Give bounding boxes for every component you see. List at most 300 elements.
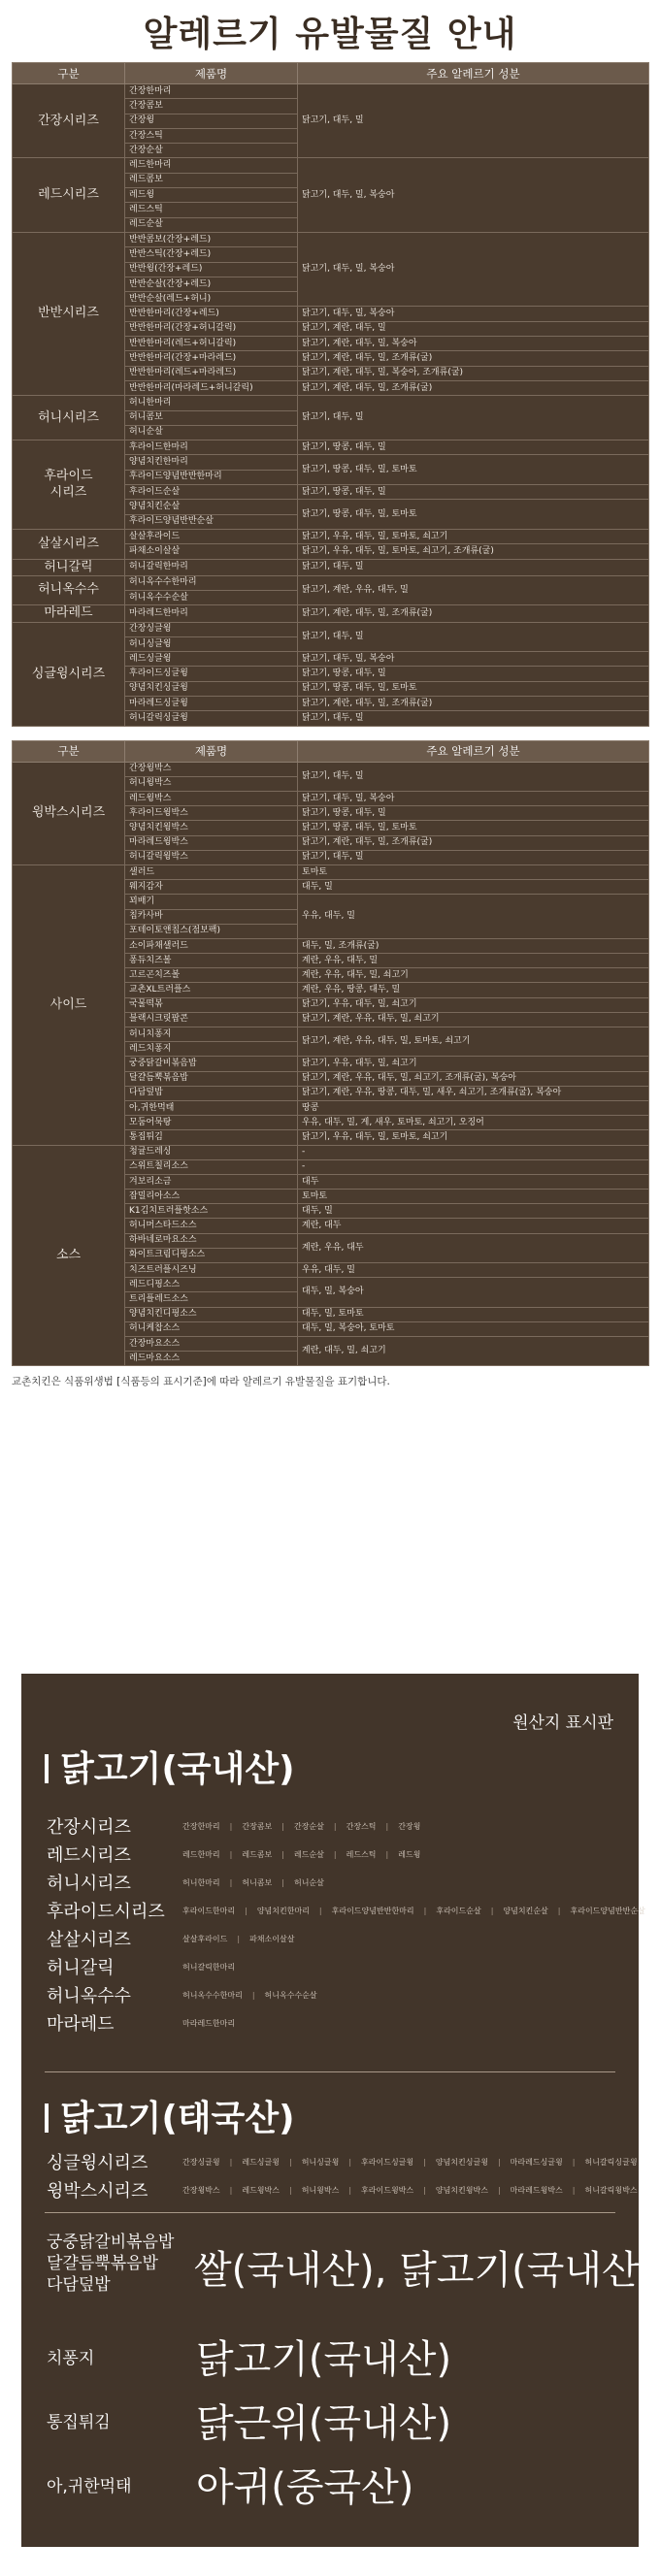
allergen-cell: 닭고기, 계란, 우유, 대두, 밀, 쇠고기 (298, 1012, 649, 1027)
origin-single-text: 닭근위(국내산) (196, 2401, 452, 2446)
product-cell: 허니순살 (125, 425, 298, 440)
item-separator: | (572, 2185, 576, 2195)
allergen-cell: 닭고기, 우유, 대두, 밀, 토마토, 쇠고기, 조개류(굴) (298, 544, 649, 559)
allergen-cell: 닭고기, 우유, 대두, 밀, 토마토, 쇠고기 (298, 529, 649, 543)
origin-item: 허니옥수수순살 (264, 1990, 317, 2000)
origin-item: 허니갈릭한마리 (182, 1962, 236, 1972)
product-cell: 달걀듬뿍볶음밥 (125, 1071, 298, 1086)
table-row (13, 559, 649, 575)
item-separator: | (281, 1821, 284, 1831)
item-separator: | (348, 2157, 352, 2167)
product-cell: 간장순살 (125, 144, 298, 158)
allergen-cell: 닭고기, 대두, 밀 (298, 396, 649, 440)
product-cell: 레드디핑소스 (125, 1278, 298, 1292)
product-cell: 레드순살 (125, 217, 298, 232)
item-separator: | (288, 2185, 292, 2195)
item-separator: | (245, 1906, 248, 1915)
item-separator: | (497, 2157, 501, 2167)
section-bar (45, 1754, 49, 1783)
item-separator: | (318, 1906, 322, 1915)
product-cell: 간장스틱 (125, 128, 298, 143)
product-cell: 잡밀리아소스 (125, 1190, 298, 1204)
allergen-cell: 우유, 대두, 밀, 게, 새우, 토마토, 쇠고기, 오징어 (298, 1116, 649, 1130)
table-row (13, 622, 649, 636)
origin-row-label: 후라이드시리즈 (47, 1902, 165, 1922)
product-cell: 간장윙박스 (125, 762, 298, 776)
allergen-cell: 계란, 대두 (298, 1219, 649, 1233)
product-cell: 양념치킨윙박스 (125, 821, 298, 835)
product-cell: 모둠어묵탕 (125, 1116, 298, 1130)
product-cell: 허니옥수수순살 (125, 591, 298, 605)
origin-single-row (47, 2329, 451, 2384)
origin-row-items (182, 1962, 245, 1973)
category-cell: 살살시리즈 (13, 529, 125, 559)
allergen-cell: 대두, 밀, 복숭아 (298, 1278, 649, 1307)
product-cell: 간장콤보 (125, 99, 298, 114)
category-cell: 윙박스시리즈 (13, 762, 125, 864)
origin-item: 허니옥수수한마리 (182, 1990, 243, 2000)
allergen-cell: 우유, 대두, 밀 (298, 1263, 649, 1278)
allergen-cell: 계란, 우유, 땅콩, 대두, 밀 (298, 983, 649, 997)
origin-row-items (182, 1877, 334, 1888)
product-cell: 허니머스타드소스 (125, 1219, 298, 1233)
item-separator: | (385, 1821, 389, 1831)
product-cell: 반반한마리(간장+마라레드) (125, 351, 298, 366)
product-cell: 양념치킨순살 (125, 500, 298, 514)
item-separator: | (348, 2185, 352, 2195)
header-category: 구분 (13, 63, 125, 84)
category-cell: 허니옥수수 (13, 575, 125, 605)
allergen-cell: - (298, 1145, 649, 1159)
origin-row-label: 마라레드 (47, 2014, 115, 2035)
origin-item: 허니순살 (293, 1877, 324, 1887)
item-separator: | (229, 2185, 233, 2195)
allergen-cell: 닭고기, 계란, 대두, 밀, 조개류(굴) (298, 835, 649, 850)
origin-row (47, 1842, 430, 1867)
product-cell: 후라이드윙박스 (125, 806, 298, 821)
product-cell: 반반윙(간장+레드) (125, 262, 298, 277)
product-cell: 통집튀김 (125, 1130, 298, 1145)
origin-row-label: 살살시리즈 (47, 1930, 131, 1950)
product-cell: 궁중닭갈비볶음밥 (125, 1057, 298, 1071)
allergen-cell: 대두, 밀, 토마토 (298, 1307, 649, 1321)
origin-row (47, 1870, 334, 1895)
origin-row (47, 2149, 647, 2174)
item-separator: | (557, 1906, 561, 1915)
origin-item: 후라이드싱글윙 (361, 2157, 414, 2167)
allergen-cell: 닭고기, 대두, 밀 (298, 850, 649, 864)
product-cell: 살살후라이드 (125, 529, 298, 543)
allergen-cell: 닭고기, 대두, 밀, 복숭아 (298, 792, 649, 806)
category-cell: 후라이드 시리즈 (13, 440, 125, 530)
origin-board-title: 원산지 표시판 (512, 1713, 613, 1733)
product-cell: 간장윙 (125, 114, 298, 128)
product-cell: 후라이드양념반반순살 (125, 514, 298, 529)
product-cell: 허니옥수수한마리 (125, 575, 298, 590)
item-separator: | (572, 2157, 576, 2167)
origin-row-label: 간장시리즈 (47, 1817, 131, 1838)
origin-item: 양념치킨순살 (503, 1906, 548, 1915)
origin-single-label: 치퐁지 (47, 2349, 95, 2368)
product-cell: 마라레드싱글윙 (125, 697, 298, 711)
item-separator: | (497, 2185, 501, 2195)
product-cell: 허니한마리 (125, 396, 298, 410)
category-cell: 마라레드 (13, 605, 125, 622)
product-cell: 반반스틱(간장+레드) (125, 247, 298, 262)
product-cell: 칩카사바 (125, 909, 298, 924)
product-cell: 레드한마리 (125, 158, 298, 173)
origin-single-row (47, 2393, 451, 2448)
product-cell: 반반한마리(간장+허니갈릭) (125, 321, 298, 336)
product-cell: 마라레드윙박스 (125, 835, 298, 850)
origin-item: 허니갈릭윙박스 (584, 2185, 638, 2195)
category-cell: 허니시리즈 (13, 396, 125, 440)
origin-row (47, 1898, 655, 1923)
origin-item: 레드콤보 (242, 1849, 273, 1859)
allergen-cell: 닭고기, 계란, 대두, 밀, 복숭아, 조개류(굴) (298, 366, 649, 380)
allergen-cell: 닭고기, 땅콩, 대두, 밀 (298, 806, 649, 821)
product-cell: 후라이드싱글윙 (125, 667, 298, 681)
product-cell: 허니윙박스 (125, 776, 298, 791)
rice-menu-name: 달걀듬뿍볶음밥 (47, 2254, 158, 2273)
allergen-cell: 닭고기, 계란, 대두, 밀 (298, 321, 649, 336)
allergen-cell: 닭고기, 대두, 밀 (298, 622, 649, 652)
item-separator: | (423, 1906, 427, 1915)
product-cell: 블랙시크릿팝콘 (125, 1012, 298, 1027)
origin-single-label: 아,귀한먹태 (47, 2477, 132, 2496)
allergen-cell: - (298, 1159, 649, 1174)
item-separator: | (423, 2185, 426, 2195)
allergen-cell: 닭고기, 땅콩, 대두, 밀, 토마토 (298, 455, 649, 485)
product-cell: 허니갈릭윙박스 (125, 850, 298, 864)
allergen-cell: 땅콩 (298, 1100, 649, 1115)
origin-item: 레드순살 (293, 1849, 324, 1859)
allergen-cell: 닭고기, 계란, 우유, 대두, 밀, 쇠고기, 조개류(굴), 복숭아 (298, 1071, 649, 1086)
origin-item: 허니윙박스 (301, 2185, 340, 2195)
allergen-cell: 닭고기, 대두, 밀, 복숭아 (298, 307, 649, 321)
product-cell: 아,귀한먹태 (125, 1100, 298, 1115)
origin-row-items (182, 1934, 304, 1944)
origin-item: 레드싱글윙 (242, 2157, 280, 2167)
origin-item: 마라레드윙박스 (510, 2185, 563, 2195)
table-row (13, 1145, 649, 1159)
header-category: 구분 (13, 740, 125, 762)
product-cell: 간장한마리 (125, 84, 298, 99)
origin-single-text: 닭고기(국내산) (196, 2337, 452, 2382)
item-separator: | (237, 1934, 241, 1943)
item-separator: | (229, 1821, 233, 1831)
product-cell: 레드스틱 (125, 203, 298, 217)
divider (45, 2212, 615, 2213)
origin-item: 후라이드양념반반한마리 (331, 1906, 414, 1915)
origin-row-items (182, 1990, 327, 2001)
product-cell: 퐁듀치즈볼 (125, 954, 298, 968)
allergen-cell: 닭고기, 땅콩, 대두, 밀 (298, 440, 649, 455)
table-row (13, 158, 649, 173)
item-separator: | (423, 2157, 426, 2167)
origin-item: 후라이드윙박스 (361, 2185, 414, 2195)
product-cell: 후라이드한마리 (125, 440, 298, 455)
origin-row (47, 1982, 327, 2007)
allergen-cell: 계란, 우유, 대두, 밀 (298, 954, 649, 968)
product-cell: 레드마요소스 (125, 1352, 298, 1366)
category-cell: 소스 (13, 1145, 125, 1366)
category-cell: 간장시리즈 (13, 84, 125, 158)
origin-item: 양념치킨윙박스 (435, 2185, 488, 2195)
origin-item: 파채소이살살 (249, 1934, 295, 1943)
allergen-cell: 대두, 밀, 조개류(굴) (298, 938, 649, 953)
origin-item: 간장콤보 (242, 1821, 273, 1831)
product-cell: 반반한마리(레드+허니갈릭) (125, 337, 298, 351)
origin-item: 허니한마리 (182, 1877, 220, 1887)
origin-item: 후라이드양념반반순살 (570, 1906, 645, 1915)
divider (45, 2071, 615, 2072)
category-cell: 반반시리즈 (13, 232, 125, 395)
allergen-cell: 닭고기, 대두, 밀 (298, 711, 649, 726)
origin-item: 간장윙 (398, 1821, 421, 1831)
origin-row-items (182, 2185, 647, 2196)
product-cell: 허니케찹소스 (125, 1321, 298, 1336)
category-cell: 레드시리즈 (13, 158, 125, 232)
allergen-cell: 닭고기, 땅콩, 대두, 밀, 토마토 (298, 500, 649, 530)
allergen-cell: 닭고기, 대두, 밀 (298, 762, 649, 791)
origin-row (47, 1954, 245, 1979)
origin-item: 허니싱글윙 (301, 2157, 340, 2167)
origin-item: 마라레드한마리 (182, 2018, 236, 2028)
table-row (13, 762, 649, 776)
allergen-cell: 닭고기, 대두, 밀, 복숭아 (298, 158, 649, 232)
rice-origin-text: 쌀(국내산), 닭고기(국내산) (194, 2248, 655, 2293)
product-cell: 레드윙박스 (125, 792, 298, 806)
origin-row-items (182, 2157, 647, 2168)
origin-row-items (182, 1821, 430, 1832)
allergen-cell: 닭고기, 계란, 우유, 대두, 밀 (298, 575, 649, 605)
allergen-cell: 계란, 대두, 밀, 쇠고기 (298, 1336, 649, 1365)
product-cell: 허니갈릭싱글윙 (125, 711, 298, 726)
item-separator: | (333, 1821, 337, 1831)
product-cell: 화이트크림디핑소스 (125, 1248, 298, 1262)
table-row (13, 232, 649, 246)
origin-item: 간장스틱 (346, 1821, 377, 1831)
origin-row-label: 싱글윙시리즈 (47, 2153, 148, 2173)
allergen-cell: 닭고기, 우유, 대두, 밀, 토마토, 쇠고기 (298, 1130, 649, 1145)
allergen-notice: 교촌치킨은 식품위생법 [식품등의 표시기준]에 따라 알레르기 유발물질을 표기합니다. (12, 1376, 390, 1388)
allergen-cell: 닭고기, 계란, 대두, 밀, 복숭아 (298, 337, 649, 351)
allergen-cell: 계란, 우유, 대두, 밀, 쇠고기 (298, 968, 649, 983)
product-cell: 레드윙 (125, 188, 298, 203)
allergen-cell: 닭고기, 계란, 대두, 밀, 조개류(굴) (298, 380, 649, 395)
product-cell: 파채소이살살 (125, 544, 298, 559)
product-cell: 고르곤치즈볼 (125, 968, 298, 983)
product-cell: 다담덮밥 (125, 1086, 298, 1100)
product-cell: K1김치트러플핫소스 (125, 1204, 298, 1219)
allergen-table-chicken (12, 62, 649, 727)
origin-single-text: 아귀(중국산) (196, 2465, 414, 2510)
item-separator: | (251, 1990, 255, 2000)
table-row (13, 529, 649, 543)
origin-item: 간장싱글윙 (182, 2157, 220, 2167)
header-product: 제품명 (125, 63, 298, 84)
allergen-cell: 닭고기, 땅콩, 대두, 밀 (298, 667, 649, 681)
page-title: 알레르기 유발물질 안내 (143, 14, 517, 54)
product-cell: 국물떡볶 (125, 997, 298, 1012)
item-separator: | (229, 2157, 233, 2167)
item-separator: | (229, 1877, 233, 1887)
origin-item: 레드윙박스 (242, 2185, 280, 2195)
section-bar (45, 2103, 49, 2133)
item-separator: | (288, 2157, 292, 2167)
origin-row (47, 1813, 430, 1839)
allergen-cell: 닭고기, 계란, 대두, 밀, 조개류(굴) (298, 605, 649, 622)
allergen-cell: 닭고기, 계란, 대두, 밀, 조개류(굴) (298, 351, 649, 366)
allergen-table-sides (12, 740, 649, 1367)
product-cell: 스위트칠리소스 (125, 1159, 298, 1174)
header-allergens: 주요 알레르기 성분 (298, 740, 649, 762)
origin-row-label: 윙박스시리즈 (47, 2181, 148, 2201)
allergen-cell: 닭고기, 대두, 밀, 복숭아 (298, 232, 649, 306)
category-cell: 허니갈릭 (13, 559, 125, 575)
product-cell: 소이파채샐러드 (125, 938, 298, 953)
origin-item: 간장순살 (293, 1821, 324, 1831)
rice-menu-name: 궁중닭갈비볶음밥 (47, 2233, 175, 2252)
origin-row (47, 2177, 647, 2202)
table-row (13, 440, 649, 455)
origin-row-label: 허니시리즈 (47, 1874, 131, 1894)
product-cell: 간장마요소스 (125, 1336, 298, 1351)
product-cell: 반반한마리(간장+레드) (125, 307, 298, 321)
product-cell: 레드싱글윙 (125, 652, 298, 667)
product-cell: 치즈트러플시즈닝 (125, 1263, 298, 1278)
origin-item: 간장윙박스 (182, 2185, 220, 2195)
product-cell: 간장싱글윙 (125, 622, 298, 636)
origin-board (21, 1674, 655, 2547)
origin-single-row (47, 2457, 413, 2512)
product-cell: 하바네로마요소스 (125, 1233, 298, 1248)
origin-row-label: 허니갈릭 (47, 1958, 115, 1978)
category-cell: 사이드 (13, 864, 125, 1145)
product-cell: 레드치퐁지 (125, 1042, 298, 1057)
product-cell: 반반순살(레드+허니) (125, 292, 298, 307)
origin-section-thai (45, 2091, 295, 2140)
origin-row-items (182, 2018, 245, 2029)
allergen-cell: 닭고기, 땅콩, 대두, 밀 (298, 485, 649, 500)
product-cell: 후라이드순살 (125, 485, 298, 500)
product-cell: 허니싱글윙 (125, 636, 298, 651)
allergen-cell: 닭고기, 계란, 대두, 밀, 조개류(굴) (298, 697, 649, 711)
product-cell: 반반콤보(간장+레드) (125, 232, 298, 246)
allergen-cell: 대두 (298, 1174, 649, 1189)
origin-section-domestic (45, 1742, 295, 1791)
product-cell: 레드콤보 (125, 173, 298, 187)
product-cell: 웨지감자 (125, 880, 298, 895)
allergen-cell: 닭고기, 계란, 우유, 땅콩, 대두, 밀, 새우, 쇠고기, 조개류(굴), 복숭아 (298, 1086, 649, 1100)
product-cell: 허니치퐁지 (125, 1027, 298, 1042)
table-row (13, 605, 649, 622)
product-cell: 후라이드양념반반한마리 (125, 470, 298, 484)
origin-single-label: 통집튀김 (47, 2413, 111, 2432)
origin-row (47, 2010, 245, 2036)
product-cell: 양념치킨싱글윙 (125, 681, 298, 696)
product-cell: 꾀배기 (125, 895, 298, 909)
allergen-cell: 닭고기, 땅콩, 대두, 밀, 토마토 (298, 681, 649, 696)
allergen-cell: 대두, 밀 (298, 880, 649, 895)
product-cell: 마라레드한마리 (125, 605, 298, 622)
item-separator: | (385, 1849, 389, 1859)
item-separator: | (229, 1849, 233, 1859)
product-cell: 양념치킨한마리 (125, 455, 298, 470)
product-cell: 청귤드레싱 (125, 1145, 298, 1159)
allergen-cell: 닭고기, 계란, 우유, 대두, 밀, 토마토, 쇠고기 (298, 1027, 649, 1057)
origin-item: 마라레드싱글윙 (510, 2157, 563, 2167)
allergen-cell: 닭고기, 대두, 밀 (298, 84, 649, 158)
rice-menu-name: 다담덮밥 (47, 2275, 111, 2295)
origin-item: 후라이드순살 (436, 1906, 481, 1915)
product-cell: 허니콤보 (125, 410, 298, 425)
allergen-cell: 토마토 (298, 1190, 649, 1204)
product-cell: 트리플레드소스 (125, 1292, 298, 1307)
origin-item: 양념치킨싱글윙 (435, 2157, 488, 2167)
origin-item: 허니콤보 (242, 1877, 273, 1887)
allergen-cell: 닭고기, 우유, 대두, 밀, 쇠고기 (298, 1057, 649, 1071)
origin-row-items (182, 1849, 430, 1860)
allergen-cell: 계란, 우유, 대두 (298, 1233, 649, 1262)
origin-row-items (182, 1906, 655, 1916)
product-cell: 포테이토앤칩스(점보팩) (125, 924, 298, 938)
allergen-cell: 닭고기, 대두, 밀 (298, 559, 649, 575)
origin-row-label: 허니옥수수 (47, 1986, 131, 2006)
product-cell: 겨보리소금 (125, 1174, 298, 1189)
allergen-cell: 토마토 (298, 864, 649, 879)
table-row (13, 396, 649, 410)
origin-item: 레드윙 (398, 1849, 421, 1859)
product-cell: 반반순살(간장+레드) (125, 277, 298, 291)
product-cell: 양념치킨디핑소스 (125, 1307, 298, 1321)
item-separator: | (281, 1849, 284, 1859)
origin-section-label: 닭고기(국내산) (60, 1749, 295, 1789)
origin-item: 양념치킨한마리 (256, 1906, 310, 1915)
product-cell: 반반한마리(레드+마라레드) (125, 366, 298, 380)
table-row (13, 575, 649, 590)
table-row (13, 84, 649, 99)
item-separator: | (333, 1849, 337, 1859)
allergen-cell: 닭고기, 땅콩, 대두, 밀, 토마토 (298, 821, 649, 835)
origin-section-label: 닭고기(태국산) (60, 2099, 295, 2138)
origin-item: 레드한마리 (182, 1849, 220, 1859)
header-allergens: 주요 알레르기 성분 (298, 63, 649, 84)
origin-item: 레드스틱 (346, 1849, 377, 1859)
origin-item: 살살후라이드 (182, 1934, 228, 1943)
origin-item: 허니갈릭싱글윙 (584, 2157, 638, 2167)
rice-menu-names (47, 2232, 192, 2296)
category-cell: 싱글윙시리즈 (13, 622, 125, 726)
allergen-cell: 닭고기, 대두, 밀, 복숭아 (298, 652, 649, 667)
item-separator: | (490, 1906, 494, 1915)
allergen-cell: 닭고기, 우유, 대두, 밀, 쇠고기 (298, 997, 649, 1012)
product-cell: 샐러드 (125, 864, 298, 879)
product-cell: 허니갈릭한마리 (125, 559, 298, 575)
product-cell: 교촌XL트러플스 (125, 983, 298, 997)
product-cell: 반반한마리(마라레드+허니갈릭) (125, 380, 298, 395)
origin-item: 후라이드한마리 (182, 1906, 236, 1915)
origin-row-label: 레드시리즈 (47, 1845, 131, 1866)
origin-row (47, 1926, 304, 1951)
allergen-cell: 대두, 밀, 복숭아, 토마토 (298, 1321, 649, 1336)
table-row (13, 864, 649, 879)
origin-item: 간장한마리 (182, 1821, 220, 1831)
header-product: 제품명 (125, 740, 298, 762)
allergen-cell: 대두, 밀 (298, 1204, 649, 1219)
allergen-cell: 우유, 대두, 밀 (298, 895, 649, 939)
